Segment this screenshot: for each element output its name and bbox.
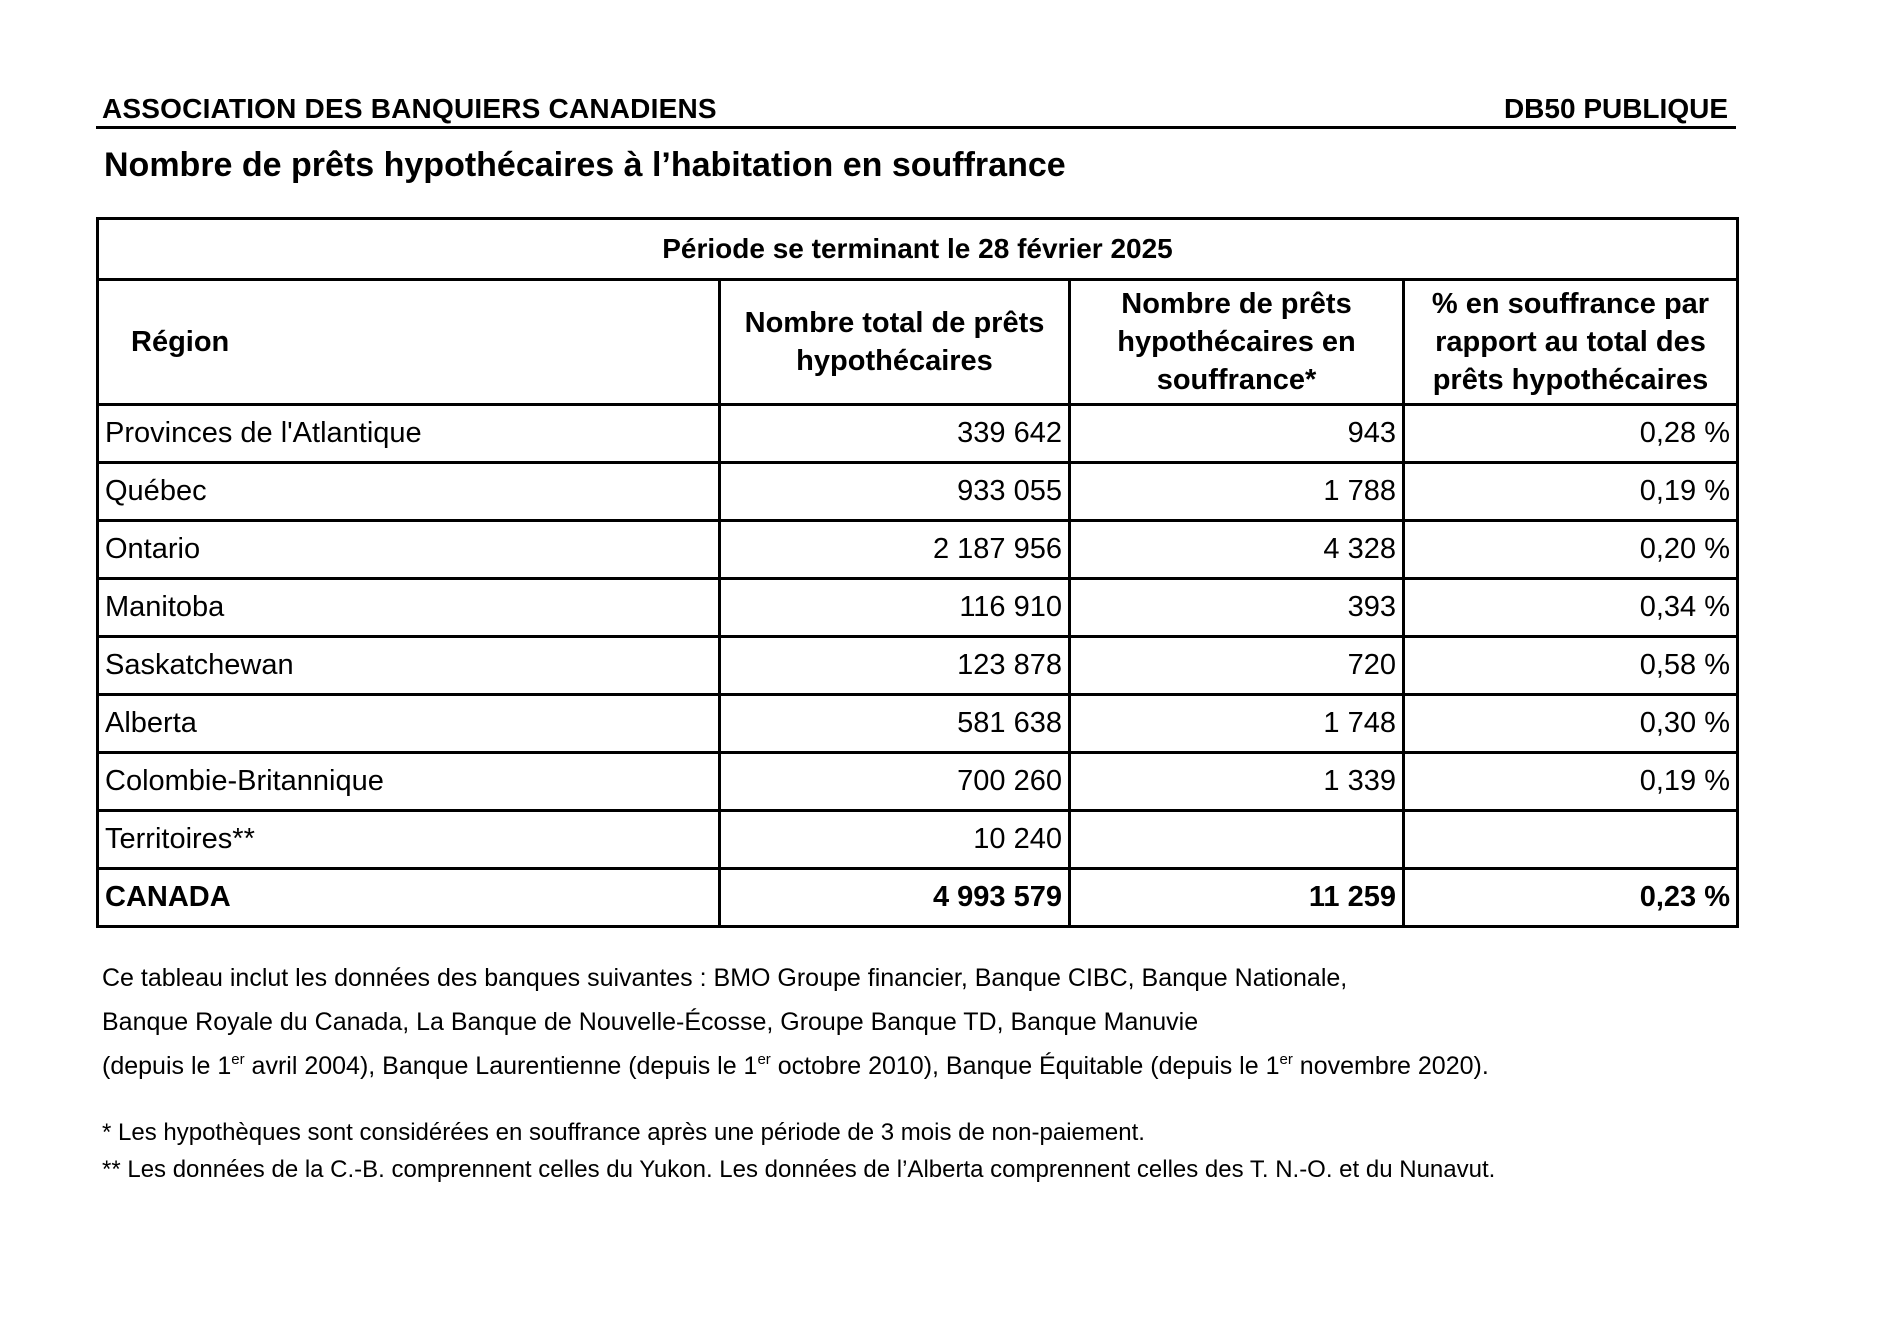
region-cell: Colombie-Britannique — [98, 753, 720, 811]
footnotes — [96, 1114, 1736, 1188]
total-loans-cell: 123 878 — [720, 637, 1070, 695]
percent-cell: 0,20 % — [1404, 521, 1738, 579]
arrears-cell: 943 — [1070, 405, 1404, 463]
region-cell: Manitoba — [98, 579, 720, 637]
total-arrears-cell: 11 259 — [1070, 869, 1404, 927]
banks-note-line — [102, 1044, 1736, 1088]
arrears-cell: 1 788 — [1070, 463, 1404, 521]
region-cell: Provinces de l'Atlantique — [98, 405, 720, 463]
total-loans-cell: 339 642 — [720, 405, 1070, 463]
region-cell: Ontario — [98, 521, 720, 579]
table-row — [98, 521, 1738, 579]
total-region-cell: CANADA — [98, 869, 720, 927]
column-header-total — [720, 280, 1070, 405]
arrears-cell: 4 328 — [1070, 521, 1404, 579]
ordinal-superscript: er — [231, 1051, 245, 1068]
ordinal-superscript: er — [757, 1051, 771, 1068]
note-text: octobre 2010), Banque Équitable (depuis le 1 — [770, 1052, 1280, 1080]
table-row — [98, 579, 1738, 637]
footnote-territories: ** Les données de la C.-B. comprennent celles du Yukon. Les données de l’Alberta comprennent celles des T. N.-O. et du Nunavut. — [102, 1156, 1496, 1183]
arrears-table — [96, 217, 1739, 928]
banks-note-line: Banque Royale du Canada, La Banque de Nouvelle-Écosse, Groupe Banque TD, Banque Manuvie — [102, 1008, 1199, 1036]
arrears-cell — [1070, 811, 1404, 869]
period-heading: Période se terminant le 28 février 2025 — [98, 219, 1738, 280]
total-loans-cell: 4 993 579 — [720, 869, 1070, 927]
column-header-total-line: Nombre total de prêts — [744, 307, 1045, 339]
table-row — [98, 753, 1738, 811]
table-row — [98, 463, 1738, 521]
banks-note — [96, 956, 1736, 1088]
column-header-arrears-line: Nombre de prêts — [1121, 288, 1352, 320]
column-header-arrears — [1070, 280, 1404, 405]
column-header-arrears-line: hypothécaires en — [1117, 326, 1356, 358]
total-loans-cell: 581 638 — [720, 695, 1070, 753]
column-header-percent — [1404, 280, 1738, 405]
column-header-percent-line: prêts hypothécaires — [1432, 364, 1709, 396]
total-percent-cell: 0,23 % — [1404, 869, 1738, 927]
note-text: (depuis le 1 — [102, 1052, 232, 1080]
note-text: avril 2004), Banque Laurentienne (depuis le 1 — [244, 1052, 758, 1080]
column-header-region — [98, 280, 720, 405]
region-cell: Territoires** — [98, 811, 720, 869]
table-row — [98, 405, 1738, 463]
percent-cell — [1404, 811, 1738, 869]
percent-cell: 0,34 % — [1404, 579, 1738, 637]
document-page — [96, 88, 1736, 1188]
arrears-cell: 1 339 — [1070, 753, 1404, 811]
arrears-cell: 720 — [1070, 637, 1404, 695]
region-cell: Saskatchewan — [98, 637, 720, 695]
percent-cell: 0,28 % — [1404, 405, 1738, 463]
region-cell: Alberta — [98, 695, 720, 753]
arrears-cell: 1 748 — [1070, 695, 1404, 753]
footnote-arrears-definition: * Les hypothèques sont considérées en souffrance après une période de 3 mois de non-paiement. — [102, 1119, 1145, 1146]
banks-note-line: Ce tableau inclut les données des banques suivantes : BMO Groupe financier, Banque CIBC, Banque Nationale, — [102, 964, 1348, 992]
table-row — [98, 637, 1738, 695]
page-title: Nombre de prêts hypothécaires à l’habitation en souffrance — [104, 146, 1066, 184]
total-loans-cell: 700 260 — [720, 753, 1070, 811]
percent-cell: 0,30 % — [1404, 695, 1738, 753]
total-loans-cell: 10 240 — [720, 811, 1070, 869]
total-loans-cell: 2 187 956 — [720, 521, 1070, 579]
percent-cell: 0,19 % — [1404, 753, 1738, 811]
document-header — [96, 88, 1736, 129]
column-header-region-label: Région — [131, 326, 230, 358]
arrears-cell: 393 — [1070, 579, 1404, 637]
organization-name: ASSOCIATION DES BANQUIERS CANADIENS — [102, 93, 717, 124]
total-row — [98, 869, 1738, 927]
ordinal-superscript: er — [1279, 1051, 1293, 1068]
table-row — [98, 695, 1738, 753]
percent-cell: 0,19 % — [1404, 463, 1738, 521]
table-row — [98, 811, 1738, 869]
column-header-percent-line: % en souffrance par — [1431, 288, 1710, 320]
column-header-arrears-line: souffrance* — [1156, 364, 1317, 396]
region-cell: Québec — [98, 463, 720, 521]
percent-cell: 0,58 % — [1404, 637, 1738, 695]
total-loans-cell: 116 910 — [720, 579, 1070, 637]
column-header-percent-line: rapport au total des — [1435, 326, 1706, 358]
note-text: novembre 2020). — [1292, 1052, 1489, 1080]
total-loans-cell: 933 055 — [720, 463, 1070, 521]
column-header-total-line: hypothécaires — [796, 345, 993, 377]
document-code: DB50 PUBLIQUE — [1503, 93, 1728, 124]
